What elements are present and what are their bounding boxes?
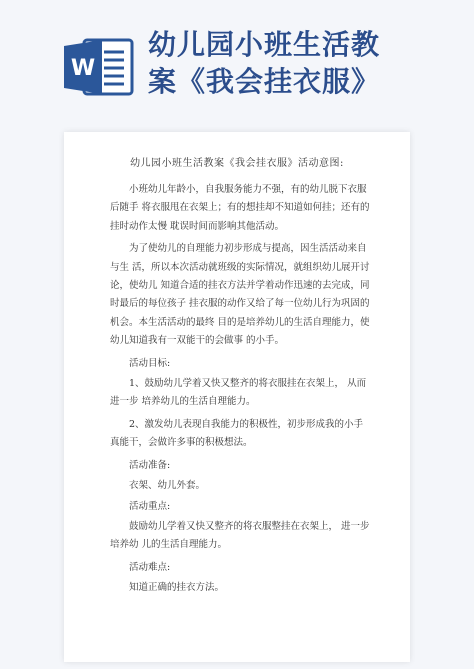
- banner: [0, 0, 474, 112]
- title-line-2: 案《我会挂衣服》: [148, 65, 381, 98]
- document-body: [110, 181, 372, 600]
- document-page: [64, 132, 410, 662]
- paragraph: 为了使幼儿的自理能力初步形成与提高，因生活活动来自与生 活，所以本次活动就班级的实际情况，就组织幼儿展开讨论，使幼儿 知道合适的挂衣方法并学着动作迅速的去完成，同时最后的每位孩子 挂衣服的动作又给了每一位幼儿行为巩固的机会。本生活活动的最终 目的是培养幼儿的生活自理能力，使幼儿知道我有一双能干的会做事 的小手。: [110, 243, 370, 347]
- section-label: 活动难点:: [129, 561, 171, 573]
- section-label: 活动准备:: [129, 459, 171, 471]
- word-document-icon: [62, 38, 134, 96]
- paragraph: 衣架、幼儿外套。: [129, 480, 206, 492]
- paragraph: 知道正确的挂衣方法。: [129, 582, 225, 594]
- paragraph: 2、激发幼儿表现自我能力的积极性，初步形成我的小手真能干，会做许多事的积极想法。: [110, 418, 364, 449]
- section-label: 活动目标:: [129, 357, 171, 369]
- section-label: 活动重点:: [129, 500, 171, 512]
- page-title: [148, 26, 468, 100]
- paragraph: 鼓励幼儿学着又快又整齐的将衣服整挂在衣架上， 进一步培养幼 儿的生活自理能力。: [110, 520, 370, 551]
- title-line-1: 幼儿园小班生活教: [148, 28, 381, 61]
- svg-text:W: W: [70, 56, 96, 81]
- paragraph: 小班幼儿年龄小，自我服务能力不强，有的幼儿脱下衣服后随手 将衣服甩在衣架上；有的想挂却不知道如何挂；还有的挂时动作太慢 耽误时间而影响其他活动。: [110, 184, 370, 232]
- document-heading: 幼儿园小班生活教案《我会挂衣服》活动意图:: [130, 158, 344, 169]
- paragraph: 1、鼓励幼儿学着又快又整齐的将衣服挂在衣架上， 从而进一步 培养幼儿的生活自理能力。: [110, 378, 367, 408]
